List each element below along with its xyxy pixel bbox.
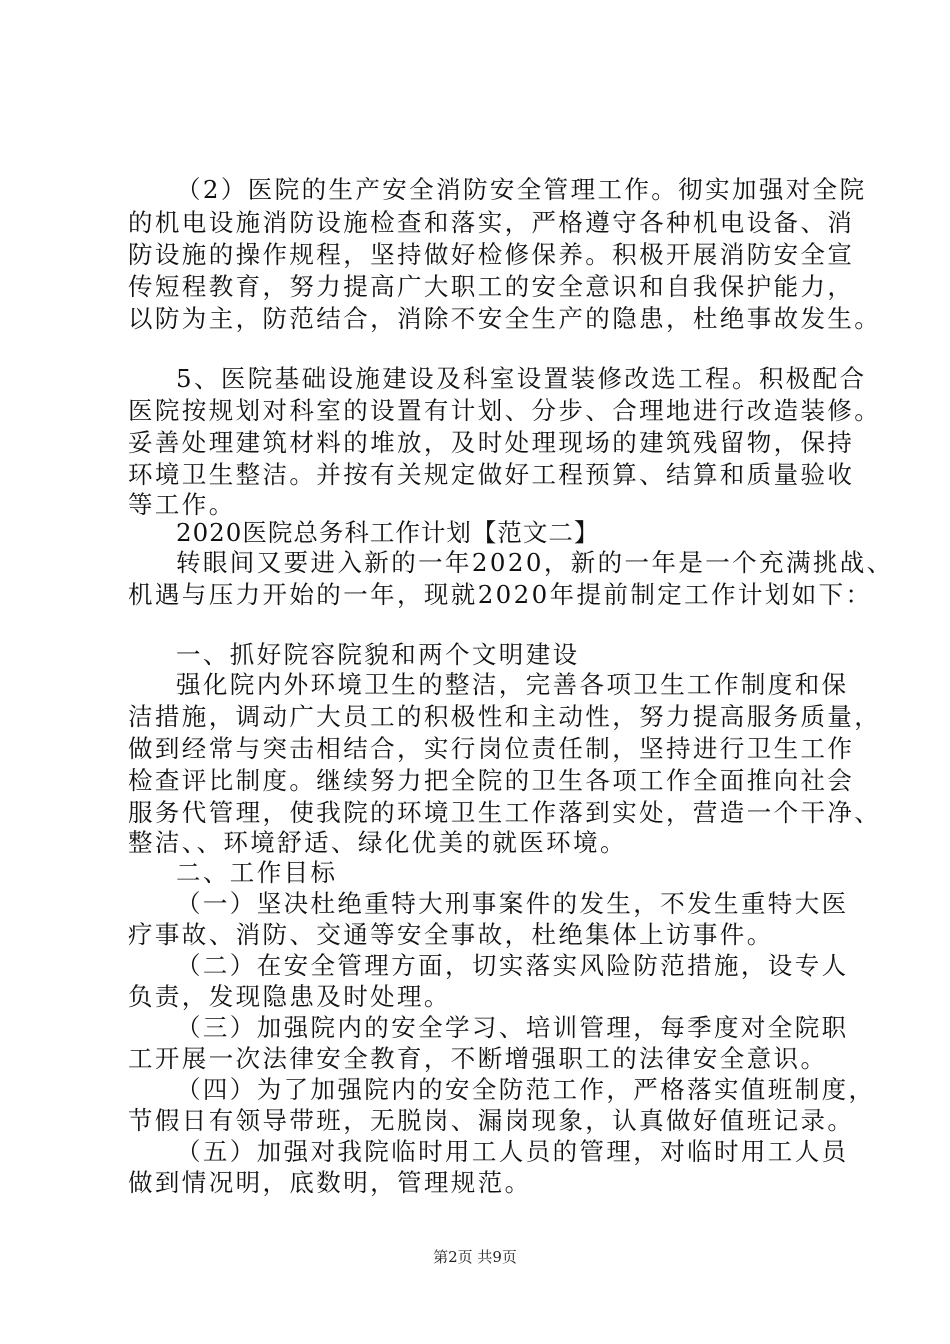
paragraph-line: 做到经常与突击相结合，实行岗位责任制，坚持进行卫生工作 — [128, 734, 855, 763]
paragraph-line: 整洁、、环境舒适、绿化优美的就医环境。 — [128, 828, 627, 857]
paragraph-line: 强化院内外环境卫生的整洁，完善各项卫生工作制度和保 — [176, 670, 849, 699]
section-heading: 一、抓好院容院貌和两个文明建设 — [176, 640, 580, 669]
paragraph-line: 洁措施，调动广大员工的积极性和主动性，努力提高服务质量， — [128, 702, 882, 731]
paragraph-line: 5、医院基础设施建设及科室设置装修改选工程。积极配合 — [176, 364, 867, 393]
paragraph-line: （一）坚决杜绝重特大刑事案件的发生，不发生重特大医 — [176, 889, 849, 918]
paragraph-line: 环境卫生整洁。并按有关规定做好工程预算、结算和质量验收 — [128, 460, 855, 489]
paragraph-line: 的机电设施消防设施检查和落实，严格遵守各种机电设备、消 — [128, 208, 855, 237]
paragraph-line: 做到情况明，底数明，管理规范。 — [128, 1168, 532, 1197]
paragraph-line: 医院按规划对科室的设置有计划、分步、合理地进行改造装修。 — [128, 396, 882, 425]
paragraph-line: （三）加强院内的安全学习、培训管理，每季度对全院职 — [176, 1013, 849, 1042]
section-heading: 2020医院总务科工作计划【范文二】 — [176, 518, 600, 547]
paragraph-line: 机遇与压力开始的一年，现就2020年提前制定工作计划如下： — [128, 580, 873, 609]
paragraph-line: （五）加强对我院临时用工人员的管理，对临时用工人员 — [176, 1137, 849, 1166]
paragraph-line: （二）在安全管理方面，切实落实风险防范措施，设专人 — [176, 951, 849, 980]
paragraph-line: 负责，发现隐患及时处理。 — [128, 982, 451, 1011]
paragraph-line: （2）医院的生产安全消防安全管理工作。彻实加强对全院 — [176, 175, 867, 204]
paragraph-line: 妥善处理建筑材料的堆放，及时处理现场的建筑残留物，保持 — [128, 428, 855, 457]
paragraph-line: 防设施的操作规程，坚持做好检修保养。积极开展消防安全宣 — [128, 240, 855, 269]
section-heading: 二、工作目标 — [176, 858, 338, 887]
paragraph-line: 转眼间又要进入新的一年2020，新的一年是一个充满挑战、 — [176, 548, 894, 577]
paragraph-line: 以防为主，防范结合，消除不安全生产的隐患，杜绝事故发生。 — [128, 304, 882, 333]
page-number-footer: 第2页 共9页 — [433, 1248, 517, 1266]
paragraph-line: 节假日有领导带班，无脱岗、漏岗现象，认真做好值班记录。 — [128, 1106, 855, 1135]
paragraph-line: 传短程教育，努力提高广大职工的安全意识和自我保护能力， — [128, 272, 855, 301]
paragraph-line: 疗事故、消防、交通等安全事故，杜绝集体上访事件。 — [128, 920, 774, 949]
paragraph-line: 服务代管理，使我院的环境卫生工作落到实处，营造一个干净、 — [128, 798, 882, 827]
paragraph-line: 等工作。 — [128, 490, 236, 519]
paragraph-line: 工开展一次法律安全教育，不断增强职工的法律安全意识。 — [128, 1044, 828, 1073]
paragraph-line: （四）为了加强院内的安全防范工作，严格落实值班制度， — [176, 1075, 876, 1104]
paragraph-line: 检查评比制度。继续努力把全院的卫生各项工作全面推向社会 — [128, 766, 855, 795]
